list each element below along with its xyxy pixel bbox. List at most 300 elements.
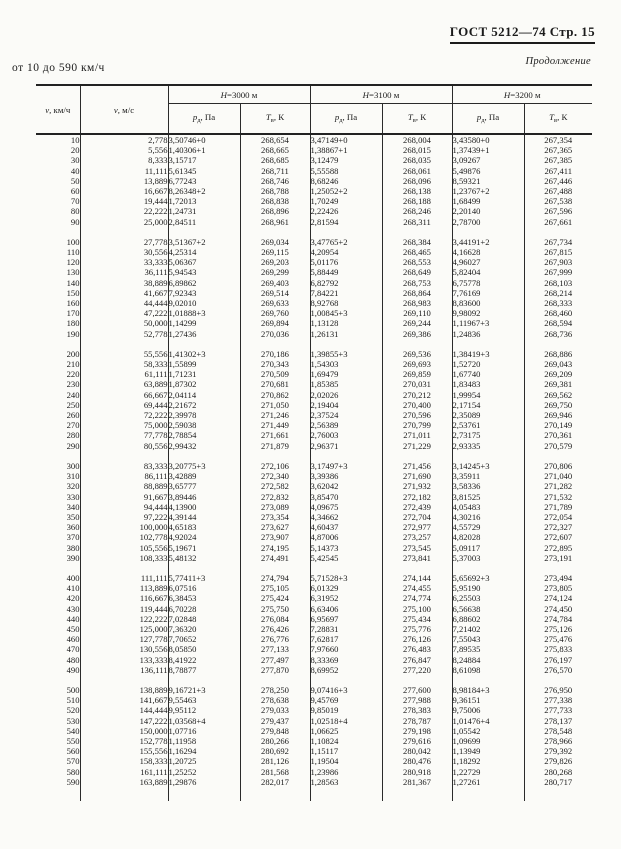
cell: 40: [70, 165, 80, 176]
cell: 550: [66, 735, 80, 746]
cell: 269,750: [524, 400, 592, 410]
table-row: [36, 614, 592, 624]
cell: 69,444: [80, 400, 168, 410]
cell: 272,895: [524, 543, 592, 553]
cell: 19,444: [80, 196, 168, 206]
table-row: [36, 767, 592, 777]
cell: 161,111: [80, 767, 168, 777]
group-header-h3000: [168, 85, 310, 104]
cell: 1,23986: [310, 767, 382, 777]
cell: 270,509: [240, 369, 310, 379]
cell: 269,693: [382, 359, 452, 369]
cell: 5,65692+3: [452, 573, 524, 583]
cell: 1,52720: [452, 359, 524, 369]
table-body: [36, 134, 592, 801]
cell: 108,333: [80, 553, 168, 563]
cell: 7,02848: [168, 614, 240, 624]
cell: 278,787: [382, 716, 452, 726]
cell: 320: [66, 481, 80, 492]
cell: 60: [70, 186, 80, 197]
cell: 1,67740: [452, 369, 524, 379]
cell: 281,568: [240, 767, 310, 777]
cell: 130: [66, 267, 80, 278]
cell: 1,13949: [452, 746, 524, 756]
cell: 5,42545: [310, 553, 382, 563]
cell: 1,37439+1: [452, 145, 524, 155]
gap-cell: [36, 675, 80, 685]
cell: 2,22426: [310, 206, 382, 216]
cell: 273,354: [240, 512, 310, 522]
cell: 275,750: [240, 604, 310, 614]
cell: 269,386: [382, 329, 452, 339]
cell: 269,760: [240, 308, 310, 318]
cell: 273,257: [382, 532, 452, 542]
group-header-h3200: [452, 85, 592, 104]
cell: 274,455: [382, 583, 452, 593]
table-row: [36, 134, 592, 145]
cell: 267,488: [524, 186, 592, 196]
cell: 1,24731: [168, 206, 240, 216]
table-row: [36, 257, 592, 267]
gap-cell: [382, 451, 452, 461]
cell: 4,60437: [310, 522, 382, 532]
p-subscript: д: [339, 116, 343, 124]
cell: 267,999: [524, 267, 592, 277]
cell: 4,25314: [168, 247, 240, 257]
gap-cell: [240, 339, 310, 349]
cell: 271,282: [524, 481, 592, 491]
cell: 8,41922: [168, 655, 240, 665]
cell: 6,95697: [310, 614, 382, 624]
cell: 274,144: [382, 573, 452, 583]
cell: 275,105: [240, 583, 310, 593]
t-unit: , К: [415, 111, 427, 122]
cell: 1,55899: [168, 359, 240, 369]
cell: 540: [66, 725, 80, 736]
cell: 520: [66, 705, 80, 716]
table-row: [36, 685, 592, 695]
col-header-v-kmh: [36, 85, 80, 134]
cell: 5,77411+3: [168, 573, 240, 583]
h-symbol: H: [503, 89, 511, 100]
cell: 268,711: [240, 166, 310, 176]
cell: 150,000: [80, 726, 168, 736]
table-row: [36, 492, 592, 502]
cell: 270,036: [240, 329, 310, 339]
table-row: [36, 217, 592, 227]
cell: 30,556: [80, 247, 168, 257]
cell: 279,826: [524, 756, 592, 766]
cell: 3,39386: [310, 471, 382, 481]
cell: 152,778: [80, 736, 168, 746]
cell: 269,381: [524, 379, 592, 389]
h-symbol: H: [362, 89, 370, 100]
t-unit: , К: [273, 111, 285, 122]
gap-cell: [36, 787, 80, 801]
cell: 1,40306+1: [168, 145, 240, 155]
table-row: [36, 522, 592, 532]
cell: 268,864: [382, 288, 452, 298]
cell: 271,246: [240, 410, 310, 420]
table-row: [36, 196, 592, 206]
cell: 268,736: [524, 329, 592, 339]
cell: 275,476: [524, 634, 592, 644]
cell: 210: [66, 359, 80, 370]
cell: 2,37524: [310, 410, 382, 420]
cell: 268,838: [240, 196, 310, 206]
table-row: [36, 298, 592, 308]
cell: 271,449: [240, 420, 310, 430]
cell: 72,222: [80, 410, 168, 420]
cell: 271,789: [524, 502, 592, 512]
cell: 282,017: [240, 777, 310, 787]
cell: 77,778: [80, 430, 168, 440]
cell: 271,011: [382, 430, 452, 440]
cell: 9,02010: [168, 298, 240, 308]
speed-range-label: от 10 до 590 км/ч: [12, 62, 105, 74]
cell: 1,68499: [452, 196, 524, 206]
gap-cell: [452, 787, 524, 801]
cell: 22,222: [80, 206, 168, 216]
gap-cell: [80, 451, 168, 461]
gap-cell: [382, 787, 452, 801]
cell: 140: [66, 277, 80, 288]
cell: 580: [66, 766, 80, 777]
gap-cell: [524, 563, 592, 573]
cell: 277,338: [524, 695, 592, 705]
cell: 269,043: [524, 359, 592, 369]
cell: 7,76169: [452, 288, 524, 298]
cell: 2,778: [80, 134, 168, 145]
p-unit: , Па: [484, 111, 500, 122]
cell: 440: [66, 613, 80, 624]
cell: 5,14373: [310, 543, 382, 553]
subheader-t-h3200: [524, 104, 592, 135]
cell: 280,042: [382, 746, 452, 756]
cell: 276,426: [240, 624, 310, 634]
cell: 7,21402: [452, 624, 524, 634]
group-header-h3100: [310, 85, 452, 104]
table-row: [36, 390, 592, 400]
table-row: [36, 206, 592, 216]
gap-cell: [310, 227, 382, 237]
cell: 240: [66, 389, 80, 400]
cell: 44,444: [80, 298, 168, 308]
cell: 8,24884: [452, 655, 524, 665]
cell: 33,333: [80, 257, 168, 267]
cell: 269,115: [240, 247, 310, 257]
cell: 280,268: [524, 767, 592, 777]
cell: 5,556: [80, 145, 168, 155]
gap-cell: [36, 339, 80, 349]
cell: 268,460: [524, 308, 592, 318]
table-row: [36, 461, 592, 471]
cell: 279,033: [240, 705, 310, 715]
gap-cell: [524, 787, 592, 801]
gap-cell: [80, 339, 168, 349]
cell: 6,38453: [168, 593, 240, 603]
block-gap: [36, 339, 592, 349]
cell: 267,446: [524, 176, 592, 186]
cell: 268,188: [382, 196, 452, 206]
cell: 190: [66, 328, 80, 339]
cell: 279,848: [240, 726, 310, 736]
table-row: [36, 573, 592, 583]
cell: 133,333: [80, 655, 168, 665]
subheader-p-h3100: [310, 104, 382, 135]
cell: 5,94543: [168, 267, 240, 277]
cell: 271,456: [382, 461, 452, 471]
cell: 5,61345: [168, 166, 240, 176]
cell: 1,22729: [452, 767, 524, 777]
gap-cell: [524, 227, 592, 237]
cell: 1,05542: [452, 726, 524, 736]
cell: 271,661: [240, 430, 310, 440]
cell: 250: [66, 399, 80, 410]
cell: 278,966: [524, 736, 592, 746]
cell: 200: [66, 348, 80, 359]
cell: 27,778: [80, 237, 168, 247]
cell: 141,667: [80, 695, 168, 705]
gap-cell: [382, 675, 452, 685]
table-row: [36, 278, 592, 288]
cell: 1,20725: [168, 756, 240, 766]
gap-cell: [80, 675, 168, 685]
cell: 41,667: [80, 288, 168, 298]
gap-cell: [382, 227, 452, 237]
cell: 138,889: [80, 685, 168, 695]
cell: 1,03568+4: [168, 716, 240, 726]
table-row: [36, 359, 592, 369]
cell: 490: [66, 664, 80, 675]
cell: 268,096: [382, 176, 452, 186]
cell: 9,98092: [452, 308, 524, 318]
cell: 4,34662: [310, 512, 382, 522]
cell: 3,09267: [452, 155, 524, 165]
cell: 267,411: [524, 166, 592, 176]
cell: 1,99954: [452, 390, 524, 400]
cell: 270,681: [240, 379, 310, 389]
cell: 50: [70, 175, 80, 186]
cell: 268,311: [382, 217, 452, 227]
cell: 267,365: [524, 145, 592, 155]
cell: 4,82028: [452, 532, 524, 542]
table-row: [36, 756, 592, 766]
cell: 2,56389: [310, 420, 382, 430]
table-row: [36, 512, 592, 522]
cell: 3,17497+3: [310, 461, 382, 471]
cell: 274,195: [240, 543, 310, 553]
cell: 1,23767+2: [452, 186, 524, 196]
cell: 2,02026: [310, 390, 382, 400]
cell: 220: [66, 369, 80, 380]
gap-cell: [80, 787, 168, 801]
cell: 272,327: [524, 522, 592, 532]
cell: 271,229: [382, 441, 452, 451]
cell: 270,596: [382, 410, 452, 420]
v-kmh-unit: , км/ч: [49, 104, 71, 115]
cell: 1,16294: [168, 746, 240, 756]
cell: 3,20775+3: [168, 461, 240, 471]
table-row: [36, 471, 592, 481]
table-row: [36, 726, 592, 736]
v-ms-unit: , м/с: [117, 104, 135, 115]
table-row: [36, 655, 592, 665]
cell: 1,25052+2: [310, 186, 382, 196]
cell: 530: [66, 715, 80, 726]
cell: 4,65183: [168, 522, 240, 532]
cell: 6,63406: [310, 604, 382, 614]
cell: 340: [66, 501, 80, 512]
table-row: [36, 145, 592, 155]
cell: 276,950: [524, 685, 592, 695]
cell: 272,054: [524, 512, 592, 522]
cell: 273,545: [382, 543, 452, 553]
cell: 1,26131: [310, 329, 382, 339]
cell: 1,01476+4: [452, 716, 524, 726]
cell: 5,48132: [168, 553, 240, 563]
h-symbol: H: [220, 89, 228, 100]
cell: 8,83600: [452, 298, 524, 308]
cell: 1,41302+3: [168, 349, 240, 359]
cell: 275,126: [524, 624, 592, 634]
gap-cell: [36, 451, 80, 461]
cell: 273,841: [382, 553, 452, 563]
cell: 280: [66, 430, 80, 441]
cell: 6,01329: [310, 583, 382, 593]
cell: 1,38419+3: [452, 349, 524, 359]
cell: 277,600: [382, 685, 452, 695]
cell: 90: [70, 216, 80, 227]
cell: 9,07416+3: [310, 685, 382, 695]
cell: 2,78700: [452, 217, 524, 227]
cell: 8,26348+2: [168, 186, 240, 196]
cell: 270,186: [240, 349, 310, 359]
cell: 3,50746+0: [168, 134, 240, 145]
table-row: [36, 186, 592, 196]
cell: 80,556: [80, 441, 168, 451]
cell: 273,627: [240, 522, 310, 532]
cell: 8,33369: [310, 655, 382, 665]
cell: 590: [66, 776, 80, 787]
cell: 270,361: [524, 430, 592, 440]
cell: 9,75006: [452, 705, 524, 715]
table-row: [36, 410, 592, 420]
block-gap: [36, 675, 592, 685]
cell: 7,28831: [310, 624, 382, 634]
cell: 274,794: [240, 573, 310, 583]
cell: 430: [66, 603, 80, 614]
gap-cell: [168, 339, 240, 349]
gap-cell: [240, 675, 310, 685]
table-row: [36, 593, 592, 603]
subheader-t-h3000: [240, 104, 310, 135]
gap-cell: [452, 675, 524, 685]
cell: 260: [66, 410, 80, 421]
cell: 1,13128: [310, 318, 382, 328]
cell: 5,37003: [452, 553, 524, 563]
cell: 271,690: [382, 471, 452, 481]
continuation-label: Продолжение: [525, 56, 591, 67]
cell: 268,246: [382, 206, 452, 216]
cell: 1,11967+3: [452, 318, 524, 328]
cell: 2,35089: [452, 410, 524, 420]
gap-cell: [524, 675, 592, 685]
cell: 2,84511: [168, 217, 240, 227]
gap-cell: [310, 675, 382, 685]
cell: 270,806: [524, 461, 592, 471]
cell: 50,000: [80, 318, 168, 328]
cell: 276,084: [240, 614, 310, 624]
cell: 280,476: [382, 756, 452, 766]
cell: 3,47149+0: [310, 134, 382, 145]
block-gap: [36, 563, 592, 573]
cell: 1,18292: [452, 756, 524, 766]
cell: 111,111: [80, 573, 168, 583]
cell: 1,15117: [310, 746, 382, 756]
cell: 5,06367: [168, 257, 240, 267]
table-row: [36, 532, 592, 542]
cell: 8,92768: [310, 298, 382, 308]
cell: 4,39144: [168, 512, 240, 522]
cell: 25,000: [80, 217, 168, 227]
cell: 3,42889: [168, 471, 240, 481]
cell: 11,111: [80, 166, 168, 176]
table-row: [36, 716, 592, 726]
cell: 6,56638: [452, 604, 524, 614]
subheader-p-h3200: [452, 104, 524, 135]
cell: 119,444: [80, 604, 168, 614]
cell: 480: [66, 654, 80, 665]
cell: 275,833: [524, 644, 592, 654]
cell: 4,20954: [310, 247, 382, 257]
cell: 280,266: [240, 736, 310, 746]
cell: 2,39978: [168, 410, 240, 420]
cell: 3,15717: [168, 155, 240, 165]
cell: 155,556: [80, 746, 168, 756]
cell: 268,465: [382, 247, 452, 257]
cell: 272,832: [240, 492, 310, 502]
cell: 268,961: [240, 217, 310, 227]
cell: 268,746: [240, 176, 310, 186]
cell: 6,88602: [452, 614, 524, 624]
cell: 276,847: [382, 655, 452, 665]
cell: 1,38867+1: [310, 145, 382, 155]
gap-cell: [452, 451, 524, 461]
cell: 270,862: [240, 390, 310, 400]
gap-cell: [240, 787, 310, 801]
table-row: [36, 634, 592, 644]
cell: 5,01176: [310, 257, 382, 267]
table-row: [36, 155, 592, 165]
table-row: [36, 695, 592, 705]
cell: 278,250: [240, 685, 310, 695]
cell: 6,70228: [168, 604, 240, 614]
cell: 100,000: [80, 522, 168, 532]
cell: 150: [66, 287, 80, 298]
gap-cell: [452, 339, 524, 349]
cell: 279,392: [524, 746, 592, 756]
cell: 47,222: [80, 308, 168, 318]
cell: 273,494: [524, 573, 592, 583]
h3200-value: =3200 м: [510, 89, 541, 100]
cell: 274,774: [382, 593, 452, 603]
cell: 6,07516: [168, 583, 240, 593]
cell: 410: [66, 583, 80, 594]
cell: 274,784: [524, 614, 592, 624]
cell: 269,859: [382, 369, 452, 379]
table-row: [36, 318, 592, 328]
